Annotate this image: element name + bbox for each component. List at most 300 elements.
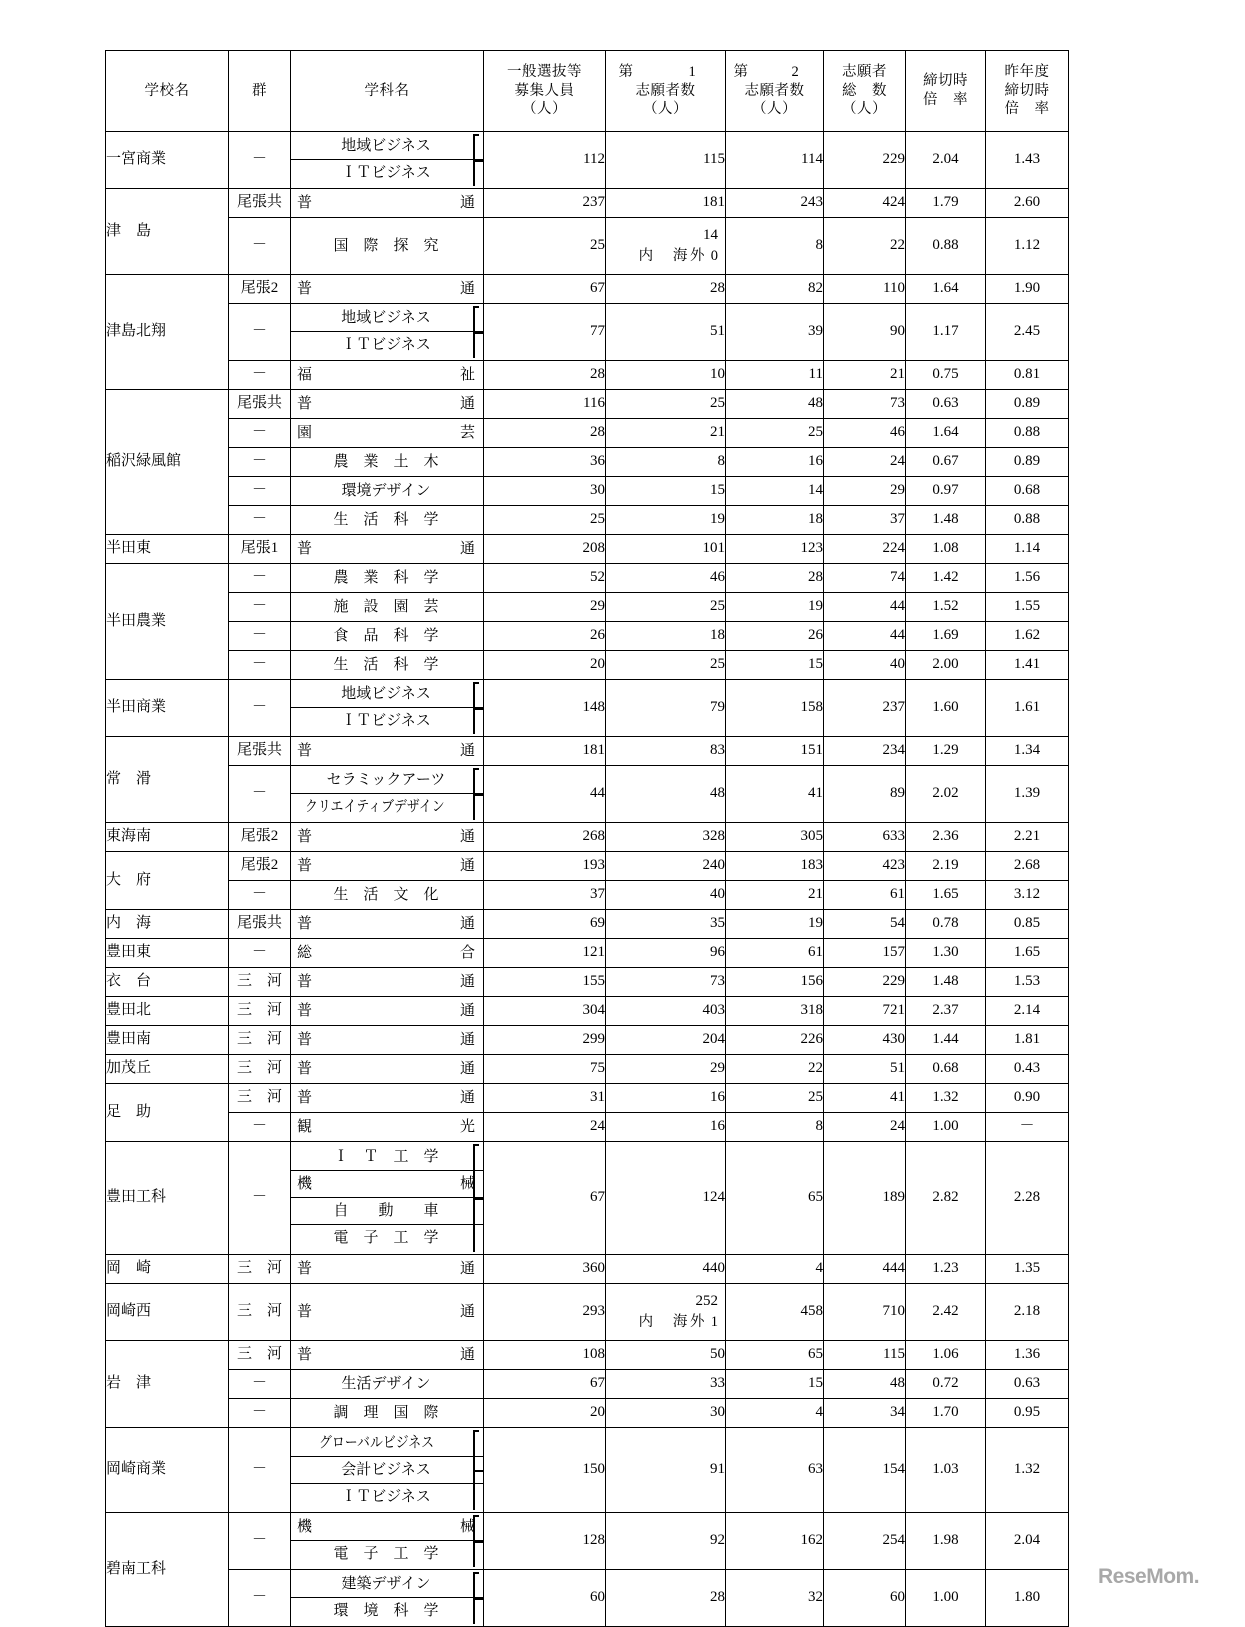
dept-name-part: 通 — [459, 1089, 475, 1106]
last-year-ratio-cell — [986, 823, 1069, 852]
total-applicants-cell — [824, 564, 906, 593]
department-list — [291, 305, 483, 359]
department-line — [291, 623, 483, 650]
first-choice-value: 91 — [710, 1461, 725, 1478]
dept-name-text: 生 活 文 化 — [333, 886, 439, 903]
department-list — [291, 190, 483, 217]
first-choice-cell — [606, 448, 726, 477]
department-list — [291, 362, 483, 389]
department-line — [291, 190, 483, 217]
last-year-ratio-value: 0.90 — [1013, 1089, 1041, 1106]
second-choice-cell — [726, 939, 824, 968]
dept-name-text: 生 活 科 学 — [333, 656, 439, 673]
last-year-ratio-cell — [986, 881, 1069, 910]
second-choice-cell-value: 19 — [808, 915, 823, 932]
quota-cell-value: 25 — [590, 511, 605, 528]
dept-name-part: 通 — [459, 1060, 475, 1077]
first-choice-cell — [606, 651, 726, 680]
department-cell — [291, 564, 484, 593]
table-row — [106, 1370, 1069, 1399]
quota-cell-value: 24 — [590, 1118, 605, 1135]
second-choice-cell-value: 318 — [800, 1002, 823, 1019]
quota-cell — [484, 1055, 606, 1084]
closing-ratio-value: 0.97 — [932, 482, 959, 499]
total-applicants-cell-value: 710 — [882, 1303, 905, 1320]
department-line — [291, 332, 483, 359]
closing-ratio-cell — [906, 1341, 986, 1370]
department-line — [291, 305, 483, 332]
department-cell — [291, 419, 484, 448]
department-cell — [291, 304, 484, 361]
department-line — [291, 1171, 483, 1198]
quota-cell — [484, 275, 606, 304]
department-group-brace — [470, 134, 484, 186]
total-applicants-cell — [824, 910, 906, 939]
second-choice-cell-value: 162 — [800, 1532, 823, 1549]
second-choice-cell-value: 305 — [800, 828, 823, 845]
quota-cell-value: 193 — [582, 857, 605, 874]
school-name: 津島北翔 — [106, 323, 167, 340]
department-line — [291, 1056, 483, 1083]
first-choice-value: 16 — [710, 1089, 725, 1106]
department-list — [291, 767, 483, 821]
department-line — [291, 1144, 483, 1171]
last-year-ratio-cell — [986, 593, 1069, 622]
total-applicants-cell-value: 37 — [890, 511, 905, 528]
quota-cell-value: 128 — [582, 1532, 605, 1549]
closing-ratio-cell — [906, 477, 986, 506]
dept-name-part: 通 — [459, 1303, 475, 1320]
closing-ratio-value: 1.17 — [932, 323, 959, 340]
first-choice-cell — [606, 275, 726, 304]
group-cell — [229, 189, 291, 218]
first-choice-value: 204 — [702, 1031, 725, 1048]
first-choice-value: 328 — [702, 828, 725, 845]
department-list — [291, 1144, 483, 1252]
group-label: － — [251, 785, 267, 802]
last-year-ratio-cell — [986, 939, 1069, 968]
quota-cell — [484, 390, 606, 419]
department-list — [291, 233, 483, 260]
last-year-ratio-cell — [986, 1570, 1069, 1627]
group-cell — [229, 766, 291, 823]
first-choice-cell — [606, 1570, 726, 1627]
second-choice-cell — [726, 1399, 824, 1428]
quota-cell — [484, 968, 606, 997]
closing-ratio-cell — [906, 361, 986, 390]
quota-cell — [484, 419, 606, 448]
dept-name-text: 調 理 国 際 — [333, 1404, 439, 1421]
dept-name-text: 会計ビジネス — [341, 1461, 431, 1478]
group-label: 尾張2 — [240, 857, 279, 874]
department-line — [291, 160, 483, 187]
department-line — [291, 940, 483, 967]
first-choice-value: 29 — [710, 1060, 725, 1077]
first-choice-value: 35 — [710, 915, 725, 932]
dept-name-text: セラミックアーツ — [326, 772, 446, 788]
group-label: － — [251, 424, 267, 441]
total-applicants-cell — [824, 737, 906, 766]
dept-name-part: 福 — [297, 366, 313, 383]
dept-name-text: 地域ビジネス — [341, 138, 431, 154]
dept-name-text: 環 境 科 学 — [333, 1603, 439, 1619]
col-header-total-applicants: 志願者 総 数 （人） — [824, 51, 906, 132]
closing-ratio-cell — [906, 622, 986, 651]
total-applicants-cell-value: 115 — [883, 1346, 905, 1363]
table-row — [106, 1428, 1069, 1513]
group-label: － — [251, 1189, 267, 1206]
quota-cell — [484, 939, 606, 968]
dept-name-part: 通 — [459, 194, 475, 211]
dept-name-part: 普 — [297, 1060, 313, 1077]
last-year-ratio-cell — [986, 477, 1069, 506]
dept-name-text: 国 際 探 究 — [333, 237, 439, 254]
school-name: 岩 津 — [106, 1375, 152, 1392]
total-applicants-cell-value: 224 — [882, 540, 905, 557]
group-label: － — [251, 482, 267, 499]
first-choice-value: 440 — [702, 1260, 725, 1277]
department-cell — [291, 651, 484, 680]
second-choice-cell — [726, 1055, 824, 1084]
dept-name-text: Ｉ Ｔ 工 学 — [333, 1149, 439, 1165]
quota-cell — [484, 189, 606, 218]
group-label: － — [251, 699, 267, 716]
department-cell — [291, 390, 484, 419]
dept-name-part: 普 — [297, 194, 313, 211]
table-row — [106, 1142, 1069, 1255]
first-choice-value: 21 — [710, 424, 725, 441]
school-name-cell — [106, 680, 229, 737]
department-cell — [291, 477, 484, 506]
dept-name-part: 普 — [297, 540, 313, 557]
table-row — [106, 997, 1069, 1026]
department-group-brace — [470, 768, 484, 820]
group-cell — [229, 218, 291, 275]
second-choice-cell — [726, 680, 824, 737]
dept-name-part: 通 — [459, 1346, 475, 1363]
dept-name-text: ＩＴビジネス — [341, 1488, 431, 1505]
quota-cell — [484, 448, 606, 477]
first-choice-cell — [606, 419, 726, 448]
dept-name-text: 電 子 工 学 — [333, 1230, 439, 1246]
closing-ratio-cell — [906, 1428, 986, 1513]
last-year-ratio-value: 2.60 — [1013, 194, 1041, 211]
department-cell — [291, 448, 484, 477]
department-line — [291, 738, 483, 765]
closing-ratio-value: 1.08 — [932, 540, 959, 557]
department-cell — [291, 1026, 484, 1055]
quota-cell-value: 25 — [590, 237, 605, 254]
last-year-ratio-cell — [986, 680, 1069, 737]
second-choice-cell-value: 26 — [808, 627, 823, 644]
second-choice-cell-value: 39 — [808, 323, 823, 340]
quota-cell — [484, 680, 606, 737]
closing-ratio-cell — [906, 419, 986, 448]
school-name-cell — [106, 1341, 229, 1428]
quota-cell-value: 155 — [582, 973, 605, 990]
closing-ratio-cell — [906, 218, 986, 275]
table-header — [106, 51, 1069, 132]
department-cell — [291, 1513, 484, 1570]
first-choice-value: 252 — [695, 1293, 718, 1310]
table-row — [106, 419, 1069, 448]
total-applicants-cell-value: 424 — [882, 194, 905, 211]
department-line — [291, 1342, 483, 1369]
second-choice-cell — [726, 361, 824, 390]
second-choice-cell-value: 19 — [808, 598, 823, 615]
table-row — [106, 535, 1069, 564]
department-list — [291, 133, 483, 187]
quota-cell — [484, 910, 606, 939]
quota-cell — [484, 766, 606, 823]
department-line — [291, 594, 483, 621]
last-year-ratio-value: 0.88 — [1013, 511, 1041, 528]
group-cell — [229, 1113, 291, 1142]
school-name: 加茂丘 — [106, 1060, 152, 1077]
total-applicants-cell — [824, 1026, 906, 1055]
col-header-department: 学科名 — [291, 51, 484, 132]
closing-ratio-cell — [906, 593, 986, 622]
last-year-ratio-cell — [986, 419, 1069, 448]
dept-name-text: 農 業 土 木 — [333, 453, 439, 470]
closing-ratio-cell — [906, 1084, 986, 1113]
group-label: － — [251, 1375, 267, 1392]
second-choice-cell — [726, 593, 824, 622]
last-year-ratio-cell — [986, 275, 1069, 304]
total-applicants-cell-value: 41 — [890, 1089, 905, 1106]
resemom-watermark: ReseMom. — [1098, 1565, 1200, 1588]
table-row — [106, 1055, 1069, 1084]
closing-ratio-value: 1.30 — [932, 944, 959, 961]
last-year-ratio-cell — [986, 1370, 1069, 1399]
first-choice-value: 240 — [702, 857, 725, 874]
second-choice-cell — [726, 506, 824, 535]
department-cell — [291, 622, 484, 651]
first-choice-cell — [606, 390, 726, 419]
department-line — [291, 1457, 483, 1484]
department-list — [291, 507, 483, 534]
group-cell — [229, 651, 291, 680]
department-cell — [291, 1084, 484, 1113]
quota-cell-value: 121 — [582, 944, 605, 961]
school-name-cell — [106, 1284, 229, 1341]
second-choice-cell — [726, 1084, 824, 1113]
total-applicants-cell — [824, 361, 906, 390]
quota-cell — [484, 506, 606, 535]
last-year-ratio-value: 2.18 — [1013, 1303, 1041, 1320]
department-group-brace — [470, 1144, 484, 1252]
closing-ratio-cell — [906, 1113, 986, 1142]
department-list — [291, 420, 483, 447]
first-choice-cell — [606, 218, 726, 275]
quota-cell — [484, 304, 606, 361]
closing-ratio-value: 1.64 — [932, 424, 959, 441]
school-name: 岡 崎 — [106, 1260, 152, 1277]
second-choice-cell — [726, 1370, 824, 1399]
last-year-ratio-value: 1.32 — [1013, 1461, 1041, 1478]
school-name-cell — [106, 1428, 229, 1513]
total-applicants-cell — [824, 1055, 906, 1084]
total-applicants-cell — [824, 593, 906, 622]
closing-ratio-value: 1.70 — [932, 1404, 959, 1421]
table-row — [106, 304, 1069, 361]
department-line — [291, 911, 483, 938]
last-year-ratio-value: 2.14 — [1013, 1002, 1041, 1019]
table-row — [106, 1284, 1069, 1341]
closing-ratio-value: 2.04 — [932, 151, 959, 168]
closing-ratio-cell — [906, 1026, 986, 1055]
first-choice-value: 403 — [702, 1002, 725, 1019]
school-name-cell — [106, 968, 229, 997]
closing-ratio-cell — [906, 680, 986, 737]
watermark-text-c: om — [1163, 1565, 1194, 1588]
total-applicants-cell — [824, 622, 906, 651]
first-choice-overseas-note — [606, 1314, 725, 1331]
department-line — [291, 362, 483, 389]
first-choice-value: 25 — [710, 395, 725, 412]
closing-ratio-cell — [906, 535, 986, 564]
dept-name-part: 普 — [297, 857, 313, 874]
school-name: 半田農業 — [106, 612, 167, 629]
first-choice-cell — [606, 1113, 726, 1142]
last-year-ratio-cell — [986, 1255, 1069, 1284]
group-cell — [229, 1570, 291, 1627]
quota-cell — [484, 218, 606, 275]
group-label: 尾張共 — [236, 742, 282, 759]
group-cell — [229, 881, 291, 910]
quota-cell-value: 29 — [590, 598, 605, 615]
table-row — [106, 680, 1069, 737]
quota-cell-value: 268 — [582, 828, 605, 845]
quota-cell-value: 69 — [590, 915, 605, 932]
closing-ratio-cell — [906, 390, 986, 419]
quota-cell-value: 20 — [590, 1404, 605, 1421]
total-applicants-cell-value: 234 — [882, 742, 905, 759]
first-choice-cell — [606, 1399, 726, 1428]
department-list — [291, 882, 483, 909]
dept-name-part: 総 — [297, 944, 313, 961]
table-row — [106, 823, 1069, 852]
watermark-text-a: Rese — [1098, 1565, 1147, 1588]
first-choice-value: 25 — [710, 598, 725, 615]
closing-ratio-value: 1.98 — [932, 1532, 959, 1549]
total-applicants-cell — [824, 968, 906, 997]
group-label: 三 河 — [236, 1346, 282, 1363]
department-line — [291, 767, 483, 794]
closing-ratio-cell — [906, 1570, 986, 1627]
department-line — [291, 1114, 483, 1141]
group-cell — [229, 477, 291, 506]
quota-cell — [484, 1255, 606, 1284]
table-row — [106, 1084, 1069, 1113]
total-applicants-cell — [824, 132, 906, 189]
second-choice-cell-value: 25 — [808, 424, 823, 441]
total-applicants-cell — [824, 390, 906, 419]
table-row — [106, 968, 1069, 997]
closing-ratio-cell — [906, 1142, 986, 1255]
second-choice-cell-value: 18 — [808, 511, 823, 528]
total-applicants-cell-value: 229 — [882, 151, 905, 168]
first-choice-cell — [606, 1513, 726, 1570]
total-applicants-cell-value: 721 — [882, 1002, 905, 1019]
watermark-text-b: M — [1146, 1565, 1164, 1588]
quota-cell-value: 67 — [590, 1189, 605, 1206]
quota-cell-value: 28 — [590, 424, 605, 441]
last-year-ratio-value: 3.12 — [1013, 886, 1041, 903]
quota-cell-value: 37 — [590, 886, 605, 903]
department-cell — [291, 1570, 484, 1627]
department-cell — [291, 132, 484, 189]
dept-name-part: 普 — [297, 1260, 313, 1277]
department-line — [291, 1027, 483, 1054]
closing-ratio-cell — [906, 1513, 986, 1570]
total-applicants-cell — [824, 1113, 906, 1142]
school-name: 大 府 — [106, 871, 152, 888]
first-choice-cell — [606, 939, 726, 968]
quota-cell-value: 299 — [582, 1031, 605, 1048]
group-label: － — [251, 511, 267, 528]
total-applicants-cell — [824, 651, 906, 680]
quota-cell-value: 26 — [590, 627, 605, 644]
quota-cell — [484, 823, 606, 852]
department-line — [291, 1430, 483, 1457]
first-choice-value: 51 — [710, 323, 725, 340]
department-cell — [291, 593, 484, 622]
department-cell — [291, 766, 484, 823]
col-header-second-choice: 第 2 志願者数 （人） — [726, 51, 824, 132]
department-line — [291, 882, 483, 909]
last-year-ratio-cell — [986, 390, 1069, 419]
first-choice-value: 14 — [703, 227, 718, 244]
quota-cell-value: 208 — [582, 540, 605, 557]
total-applicants-cell-value: 61 — [890, 886, 905, 903]
closing-ratio-cell — [906, 275, 986, 304]
department-cell — [291, 910, 484, 939]
first-choice-value: 33 — [710, 1375, 725, 1392]
quota-cell — [484, 737, 606, 766]
quota-cell-value: 304 — [582, 1002, 605, 1019]
total-applicants-cell — [824, 1570, 906, 1627]
department-list — [291, 998, 483, 1025]
first-choice-value: 46 — [710, 569, 725, 586]
total-applicants-cell-value: 24 — [890, 453, 905, 470]
last-year-ratio-value: 1.36 — [1013, 1346, 1041, 1363]
group-cell — [229, 1370, 291, 1399]
department-list — [291, 1514, 483, 1568]
school-name: 内 海 — [106, 915, 152, 932]
first-choice-cell — [606, 132, 726, 189]
total-applicants-cell — [824, 852, 906, 881]
second-choice-cell — [726, 1341, 824, 1370]
total-applicants-cell-value: 22 — [890, 237, 905, 254]
first-choice-value: 25 — [710, 656, 725, 673]
closing-ratio-value: 2.82 — [932, 1189, 959, 1206]
department-line — [291, 1371, 483, 1398]
second-choice-cell-value: 22 — [808, 1060, 823, 1077]
total-applicants-cell — [824, 1370, 906, 1399]
last-year-ratio-value: 1.90 — [1013, 280, 1041, 297]
group-label: － — [251, 323, 267, 340]
first-choice-cell — [606, 1255, 726, 1284]
table-row — [106, 881, 1069, 910]
last-year-ratio-cell — [986, 132, 1069, 189]
quota-cell — [484, 1113, 606, 1142]
col-header-quota: 一般選抜等 募集人員 （人） — [484, 51, 606, 132]
quota-cell-value: 108 — [582, 1346, 605, 1363]
department-cell — [291, 737, 484, 766]
department-line — [291, 681, 483, 708]
first-choice-value: 96 — [710, 944, 725, 961]
